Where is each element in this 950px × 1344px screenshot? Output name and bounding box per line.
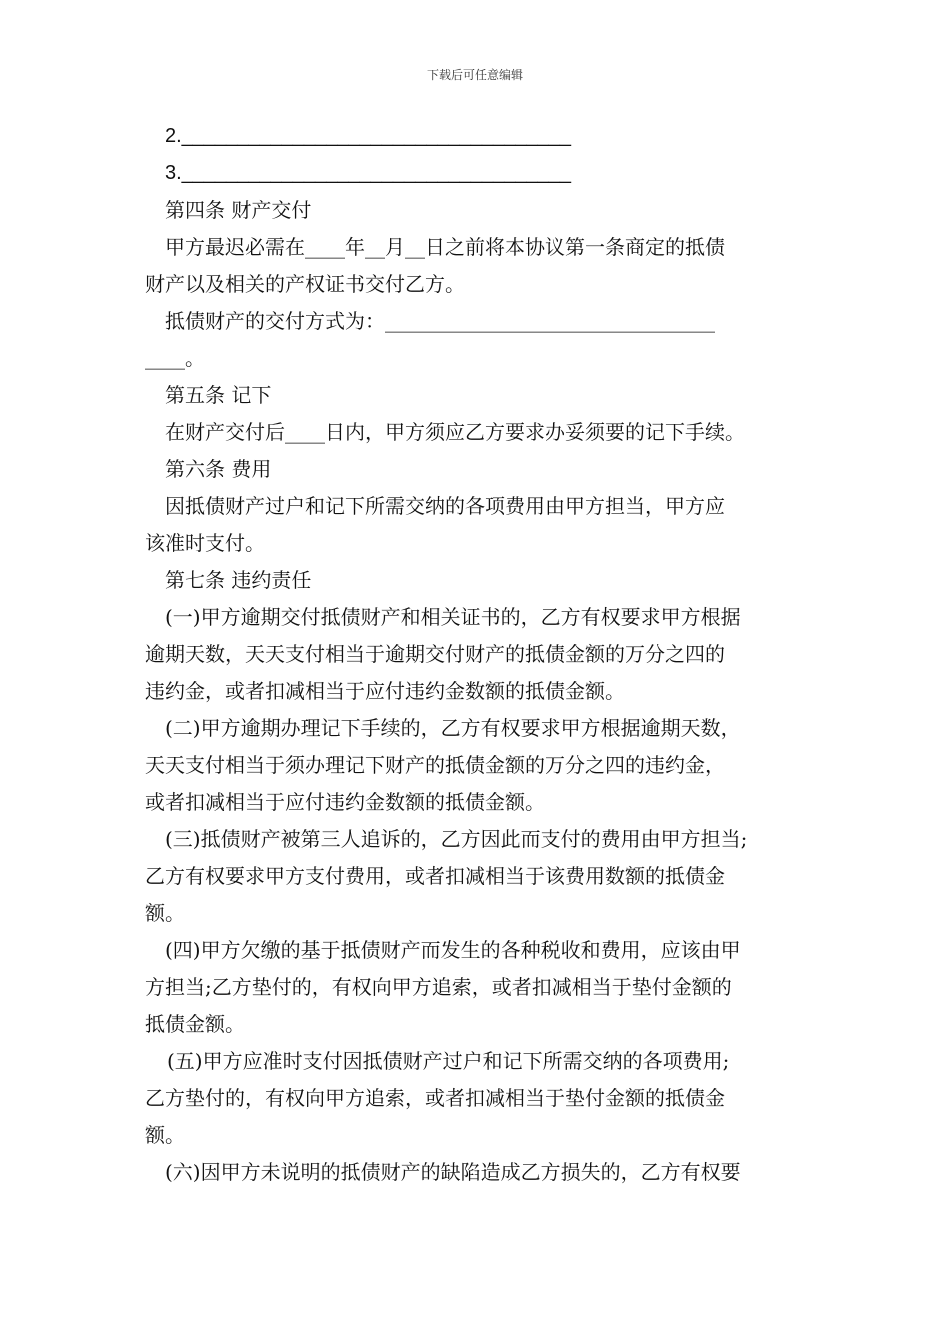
paragraph-line: 抵债财产的交付方式为：_________________________________	[165, 309, 715, 333]
paragraph-line: 财产以及相关的产权证书交付乙方。	[145, 272, 465, 296]
clause-2-line: 或者扣减相当于应付违约金数额的抵债金额。	[145, 790, 545, 814]
article-6-heading: 第六条 费用	[165, 457, 272, 481]
clause-4-line: 抵债金额。	[145, 1012, 245, 1036]
clause-2-line: 天天支付相当于须办理记下财产的抵债金额的万分之四的违约金，	[145, 753, 725, 777]
document-body	[145, 118, 810, 1191]
clause-3-line: 乙方有权要求甲方支付费用，或者扣减相当于该费用数额的抵债金	[145, 864, 725, 888]
clause-6-line: (六)因甲方未说明的抵债财产的缺陷造成乙方损失的，乙方有权要	[165, 1160, 741, 1184]
paragraph-line: 因抵债财产过户和记下所需交纳的各项费用由甲方担当，甲方应	[165, 494, 725, 518]
clause-1-line: (一)甲方逾期交付抵债财产和相关证书的，乙方有权要求甲方根据	[165, 605, 741, 629]
clause-5-line: 额。	[145, 1123, 185, 1147]
clause-4-line: (四)甲方欠缴的基于抵债财产而发生的各种税收和费用，应该由甲	[165, 938, 741, 962]
article-4-heading: 第四条 财产交付	[165, 198, 312, 222]
blank-item-3: 3.___________________________________	[165, 162, 571, 184]
paragraph-line: 甲方最迟必需在____年__月__日之前将本协议第一条商定的抵债	[165, 235, 725, 259]
article-7-heading: 第七条 违约责任	[165, 568, 312, 592]
clause-5-line: 乙方垫付的，有权向甲方追索，或者扣减相当于垫付金额的抵债金	[145, 1086, 725, 1110]
clause-4-line: 方担当;乙方垫付的，有权向甲方追索，或者扣减相当于垫付金额的	[145, 975, 732, 999]
article-5-heading: 第五条 记下	[165, 383, 272, 407]
paragraph-line: ____。	[145, 346, 205, 370]
clause-3-line: (三)抵债财产被第三人追诉的，乙方因此而支付的费用由甲方担当;	[165, 827, 748, 851]
paragraph-line: 在财产交付后____日内，甲方须应乙方要求办妥须要的记下手续。	[165, 420, 745, 444]
clause-5-line: (五)甲方应准时支付因抵债财产过户和记下所需交纳的各项费用;	[167, 1049, 730, 1073]
clause-3-line: 额。	[145, 901, 185, 925]
clause-2-line: (二)甲方逾期办理记下手续的，乙方有权要求甲方根据逾期天数，	[165, 716, 741, 740]
clause-1-line: 逾期天数，天天支付相当于逾期交付财产的抵债金额的万分之四的	[145, 642, 725, 666]
page-header: 下载后可任意编辑	[426, 68, 523, 82]
blank-item-2: 2.___________________________________	[165, 125, 571, 147]
clause-1-line: 违约金，或者扣减相当于应付违约金数额的抵债金额。	[145, 679, 625, 703]
paragraph-line: 该准时支付。	[145, 531, 265, 555]
